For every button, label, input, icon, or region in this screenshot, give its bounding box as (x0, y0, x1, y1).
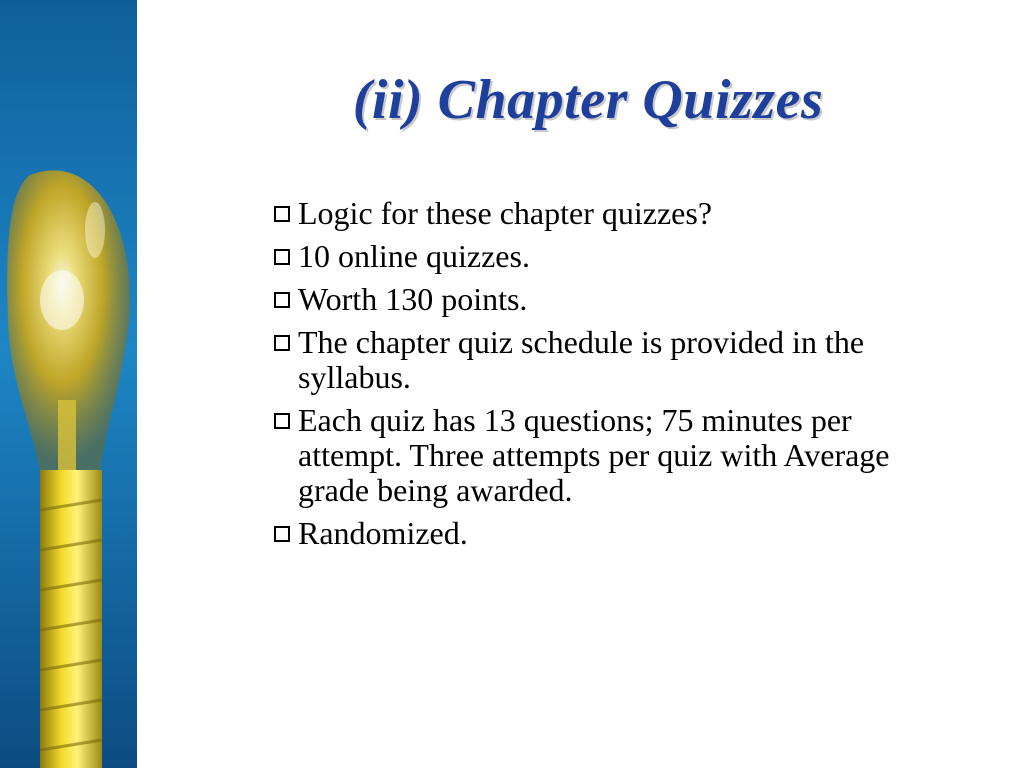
list-item (274, 196, 954, 231)
square-bullet-icon (274, 335, 290, 351)
bullet-text: Worth 130 points. (298, 281, 528, 317)
list-item (274, 325, 954, 395)
list-item (274, 282, 954, 317)
bullet-text: The chapter quiz schedule is provided in the syllabus. (298, 324, 865, 395)
square-bullet-icon (274, 413, 290, 429)
lightbulb-image (0, 0, 137, 768)
list-item (274, 516, 954, 551)
bullet-text: Logic for these chapter quizzes? (298, 195, 713, 231)
square-bullet-icon (274, 292, 290, 308)
square-bullet-icon (274, 206, 290, 222)
square-bullet-icon (274, 526, 290, 542)
bullet-text: Randomized. (298, 515, 468, 551)
bullet-list (274, 196, 954, 559)
list-item (274, 403, 954, 508)
list-item (274, 239, 954, 274)
bullet-text: 10 online quizzes. (298, 238, 530, 274)
slide-title: (ii) Chapter Quizzes (352, 69, 824, 131)
square-bullet-icon (274, 249, 290, 265)
bullet-text: Each quiz has 13 questions; 75 minutes per attempt. Three attempts per quiz with Average grade being awarded. (298, 402, 890, 508)
